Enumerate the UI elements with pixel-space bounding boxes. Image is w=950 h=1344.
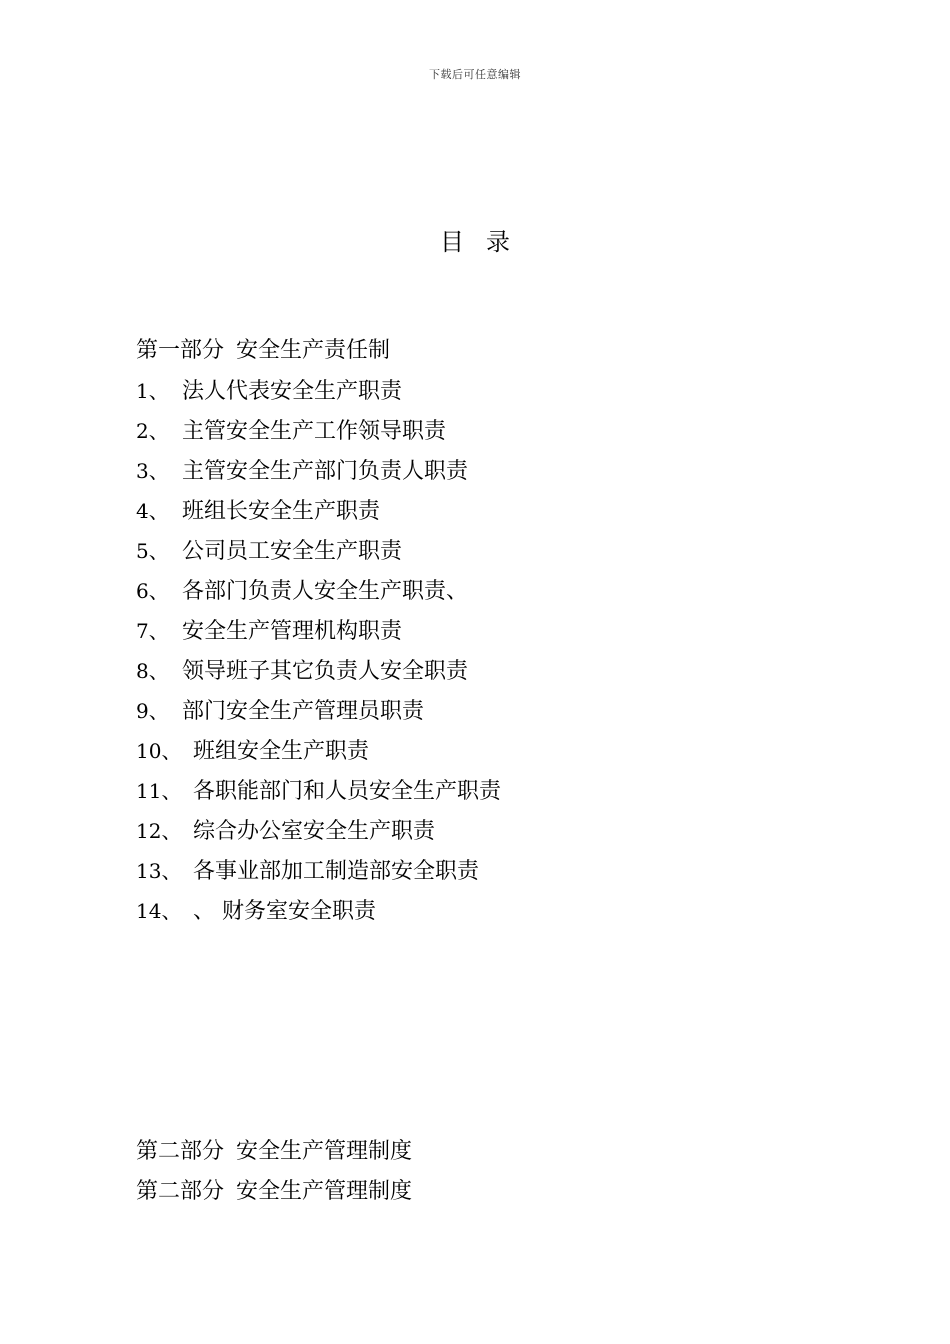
toc-entry bbox=[136, 611, 501, 651]
toc-entry-number: 10、 bbox=[136, 739, 182, 763]
part-label: 第二部分 bbox=[136, 1139, 225, 1164]
toc-part-two bbox=[136, 1132, 412, 1212]
toc-entry-number: 11、 bbox=[136, 779, 182, 803]
part-heading bbox=[136, 1172, 412, 1212]
toc-entry-number: 12、 bbox=[136, 819, 182, 843]
toc-entry bbox=[136, 371, 501, 411]
part-title: 安全生产管理制度 bbox=[236, 1139, 413, 1164]
toc-entry-number: 6、 bbox=[136, 579, 169, 603]
toc-entry bbox=[136, 651, 501, 691]
toc-entry bbox=[136, 411, 501, 451]
toc-entry-number: 1、 bbox=[136, 379, 169, 403]
toc-entry bbox=[136, 851, 501, 891]
toc-entry-number: 7、 bbox=[136, 619, 169, 643]
toc-entry-number: 9、 bbox=[136, 699, 169, 723]
toc-entry bbox=[136, 771, 501, 811]
toc-entry bbox=[136, 571, 501, 611]
toc-entry-text: 、 财务室安全职责 bbox=[193, 899, 376, 924]
toc-entry bbox=[136, 811, 501, 851]
toc-entry-text: 主管安全生产工作领导职责 bbox=[182, 419, 447, 444]
toc-title-char-2: 录 bbox=[486, 228, 510, 256]
toc-entry-text: 班组长安全生产职责 bbox=[182, 499, 381, 524]
toc-entry bbox=[136, 731, 501, 771]
toc-entry-text: 班组安全生产职责 bbox=[193, 739, 370, 764]
toc-entry-text: 主管安全生产部门负责人职责 bbox=[182, 459, 469, 484]
toc-entry bbox=[136, 691, 501, 731]
toc-part-one bbox=[136, 331, 501, 931]
toc-entry-number: 14、 bbox=[136, 899, 182, 923]
part-heading bbox=[136, 331, 501, 371]
toc-title-char-1: 目 bbox=[440, 228, 464, 256]
toc-entry-number: 3、 bbox=[136, 459, 169, 483]
toc-entry-number: 13、 bbox=[136, 859, 182, 883]
toc-entry-text: 领导班子其它负责人安全职责 bbox=[182, 659, 469, 684]
toc-entry bbox=[136, 491, 501, 531]
toc-entry bbox=[136, 891, 501, 931]
toc-entry-number: 4、 bbox=[136, 499, 169, 523]
part-label: 第二部分 bbox=[136, 1179, 225, 1204]
toc-entry-text: 部门安全生产管理员职责 bbox=[182, 699, 425, 724]
part-label: 第一部分 bbox=[136, 338, 225, 363]
toc-entry-text: 各职能部门和人员安全生产职责 bbox=[193, 779, 502, 804]
toc-entry-number: 2、 bbox=[136, 419, 169, 443]
toc-title bbox=[0, 222, 950, 257]
toc-entry-text: 各部门负责人安全生产职责、 bbox=[182, 579, 469, 604]
toc-entry-text: 安全生产管理机构职责 bbox=[182, 619, 403, 644]
toc-entry-text: 综合办公室安全生产职责 bbox=[193, 819, 436, 844]
part-title: 安全生产责任制 bbox=[236, 338, 391, 363]
toc-entry-text: 各事业部加工制造部安全职责 bbox=[193, 859, 480, 884]
page-header-note: 下载后可任意编辑 bbox=[429, 68, 521, 81]
toc-entry bbox=[136, 531, 501, 571]
toc-entry bbox=[136, 451, 501, 491]
part-heading bbox=[136, 1132, 412, 1172]
part-title: 安全生产管理制度 bbox=[236, 1179, 413, 1204]
toc-entry-text: 公司员工安全生产职责 bbox=[182, 539, 403, 564]
toc-entry-text: 法人代表安全生产职责 bbox=[182, 379, 403, 404]
toc-entry-number: 8、 bbox=[136, 659, 169, 683]
toc-entry-number: 5、 bbox=[136, 539, 169, 563]
